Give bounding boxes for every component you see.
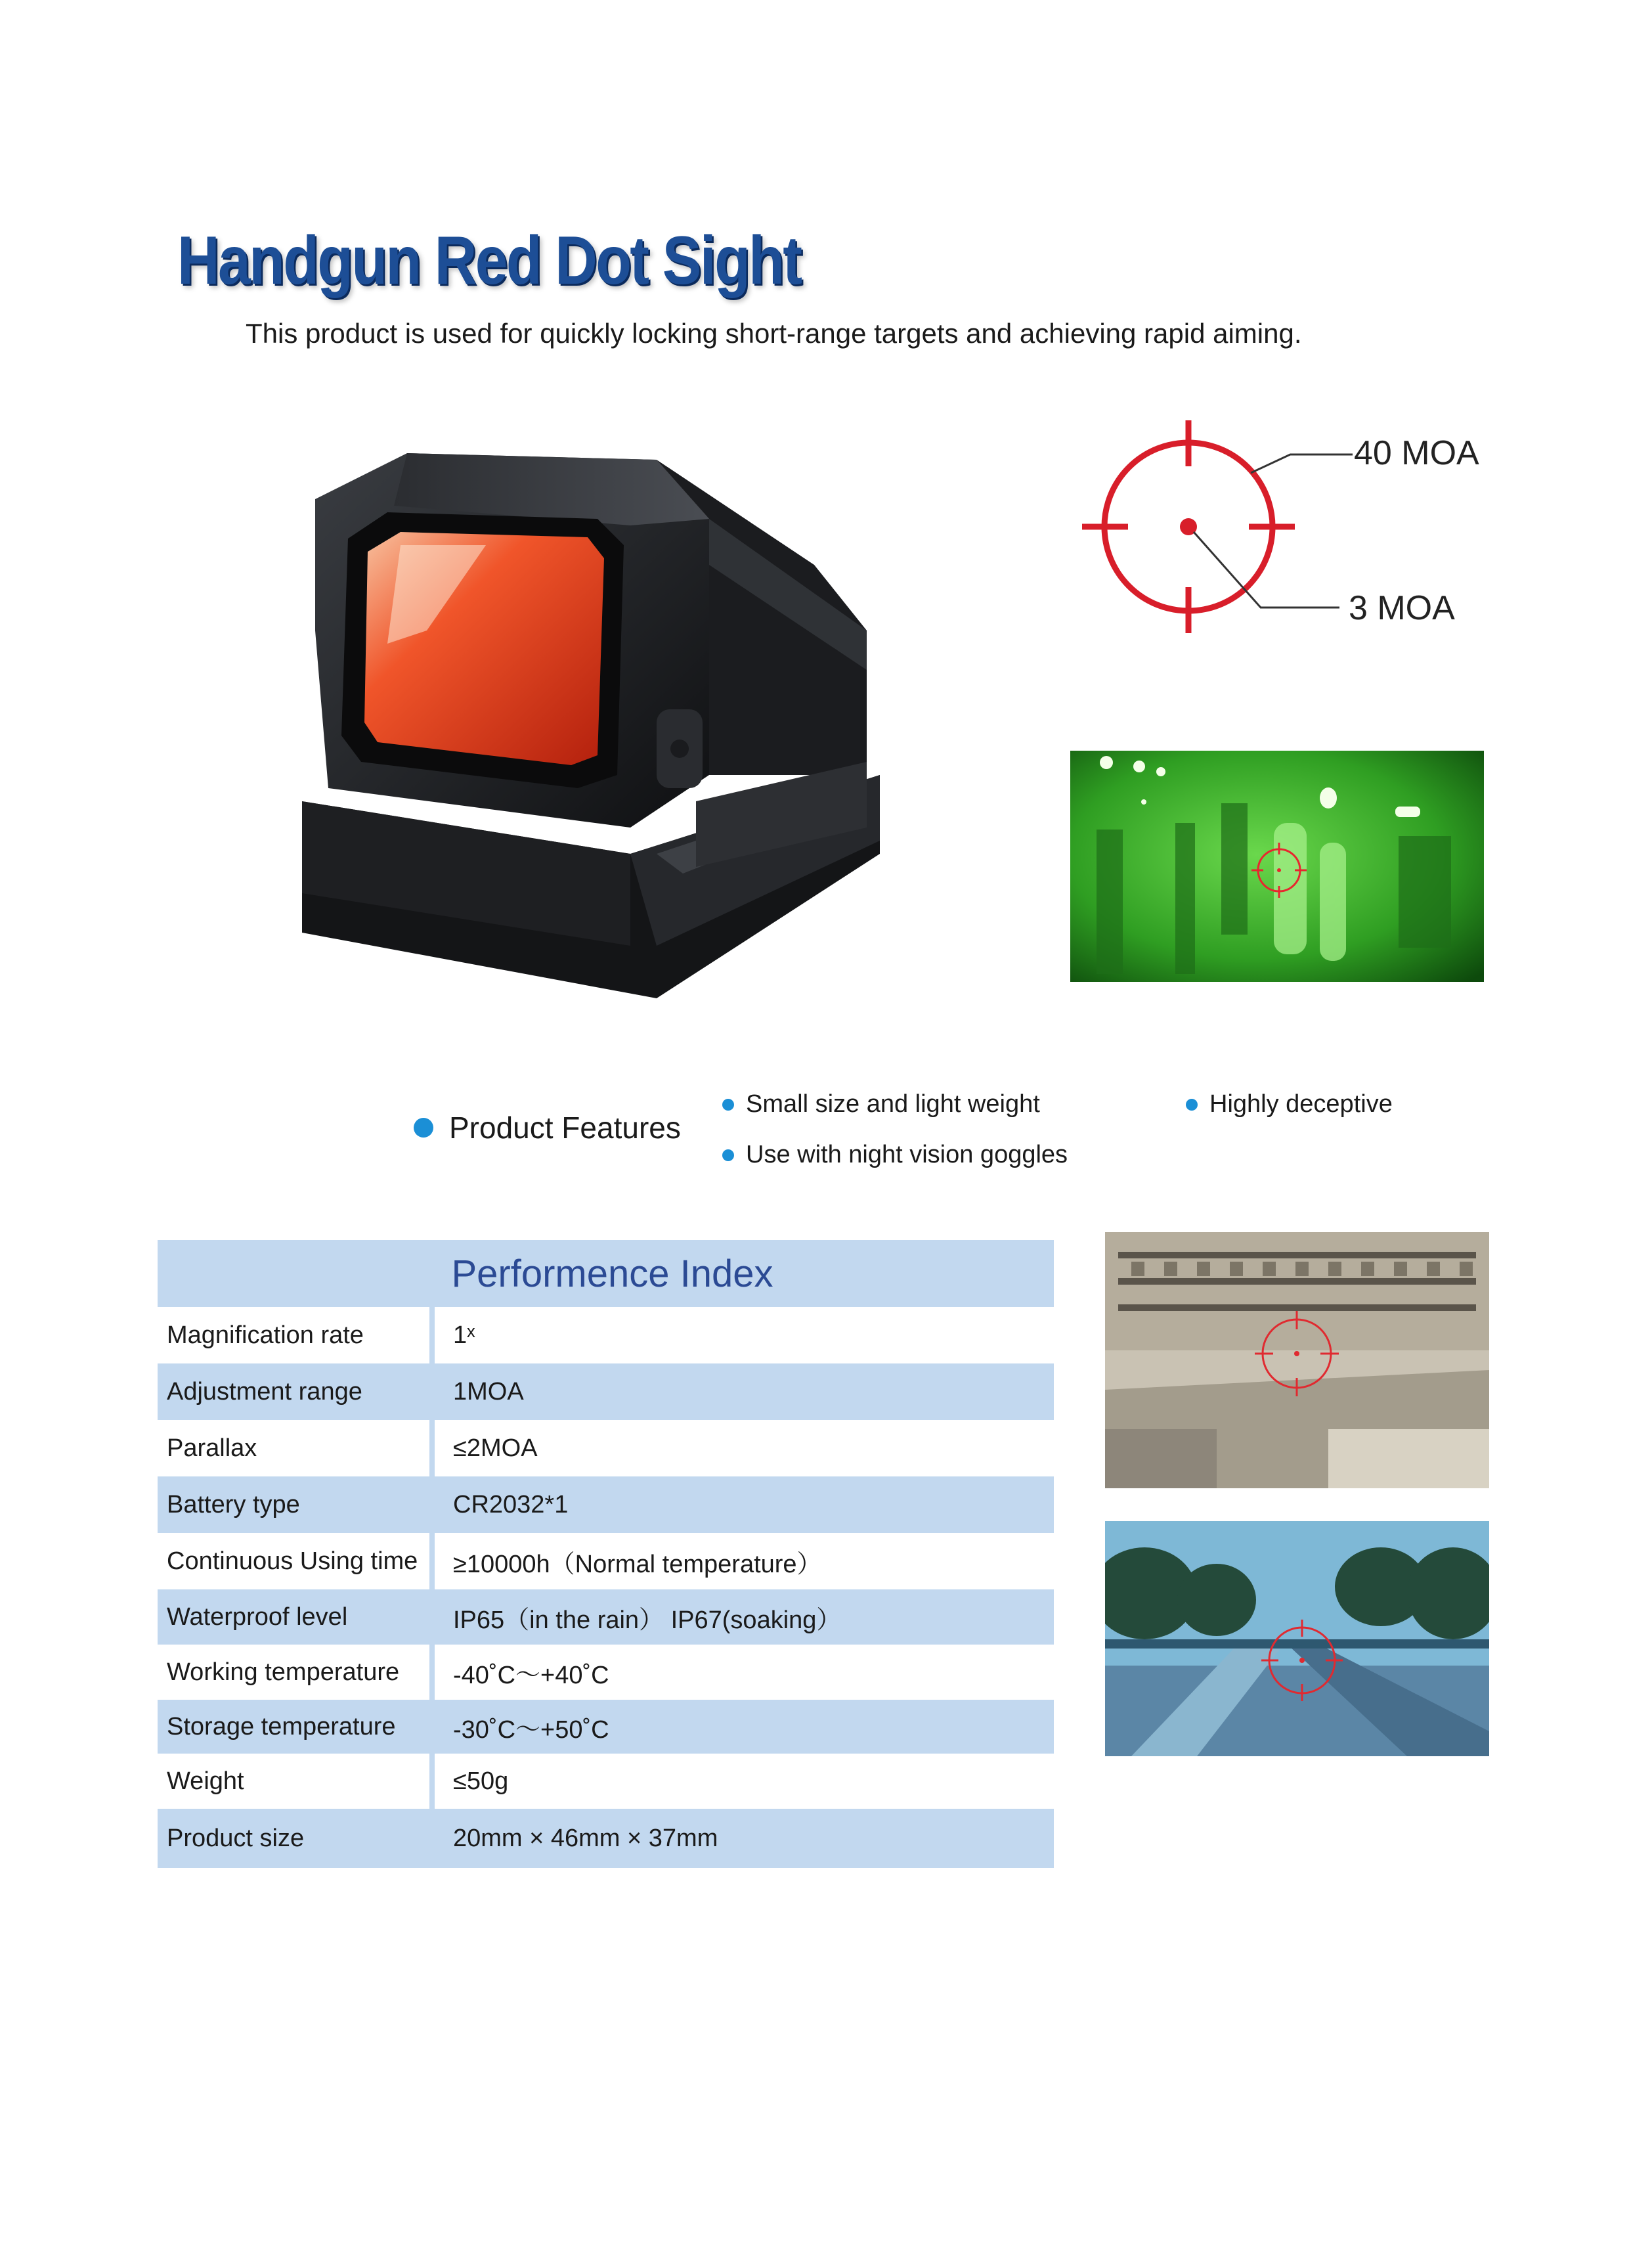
product-features-heading: Product Features bbox=[414, 1110, 681, 1145]
table-row bbox=[158, 1476, 1054, 1533]
row-label: Storage temperature bbox=[167, 1712, 396, 1740]
product-photo bbox=[289, 433, 906, 1025]
row-label: Working temperature bbox=[167, 1658, 400, 1686]
bullet-icon bbox=[722, 1099, 734, 1111]
performance-table-heading: Performence Index bbox=[158, 1240, 1054, 1307]
page-title: Handgun Red Dot Sight bbox=[177, 223, 801, 299]
row-label: Battery type bbox=[167, 1490, 300, 1518]
table-row bbox=[158, 1533, 1054, 1589]
table-row bbox=[158, 1700, 1054, 1754]
center-dot-label: 3 MOA bbox=[1349, 589, 1455, 627]
row-value: ≤2MOA bbox=[453, 1434, 538, 1462]
bullet-icon bbox=[722, 1149, 734, 1161]
row-value: ≤50g bbox=[453, 1767, 509, 1795]
row-value: 1ˣ bbox=[453, 1321, 475, 1349]
page-subtitle: This product is used for quickly locking short-range targets and achieving rapid aiming. bbox=[246, 318, 1302, 349]
reticle-diagram bbox=[1064, 407, 1563, 657]
row-value: 20mm × 46mm × 37mm bbox=[453, 1824, 718, 1852]
table-row bbox=[158, 1589, 1054, 1645]
table-row bbox=[158, 1809, 1054, 1868]
bullet-icon bbox=[1186, 1099, 1198, 1111]
night-vision-photo bbox=[1070, 751, 1484, 982]
bullet-icon bbox=[414, 1118, 433, 1138]
table-row bbox=[158, 1307, 1054, 1363]
feature-item: Small size and light weight bbox=[722, 1090, 1040, 1118]
table-row bbox=[158, 1363, 1054, 1420]
row-value: -30˚C～+50˚C bbox=[453, 1716, 609, 1744]
row-value: 1MOA bbox=[453, 1377, 524, 1406]
performance-table bbox=[158, 1240, 1054, 1868]
row-label: Product size bbox=[167, 1824, 305, 1852]
feature-item: Use with night vision goggles bbox=[722, 1141, 1068, 1169]
row-value: IP65（in the rain） IP67(soaking） bbox=[453, 1606, 842, 1634]
feature-item: Highly deceptive bbox=[1186, 1090, 1393, 1118]
row-value: -40˚C～+40˚C bbox=[453, 1661, 609, 1689]
row-label: Continuous Using time bbox=[167, 1547, 418, 1575]
road-scene-photo bbox=[1105, 1521, 1489, 1756]
row-label: Parallax bbox=[167, 1434, 257, 1462]
row-label: Magnification rate bbox=[167, 1321, 364, 1349]
table-row bbox=[158, 1420, 1054, 1476]
table-row bbox=[158, 1754, 1054, 1809]
outer-circle-label: 40 MOA bbox=[1354, 434, 1479, 472]
row-label: Adjustment range bbox=[167, 1377, 362, 1406]
row-value: ≥10000h（Normal temperature） bbox=[453, 1550, 822, 1578]
row-label: Waterproof level bbox=[167, 1603, 348, 1631]
row-label: Weight bbox=[167, 1767, 244, 1795]
table-row bbox=[158, 1645, 1054, 1700]
row-value: CR2032*1 bbox=[453, 1490, 569, 1518]
building-scene-photo bbox=[1105, 1232, 1489, 1488]
